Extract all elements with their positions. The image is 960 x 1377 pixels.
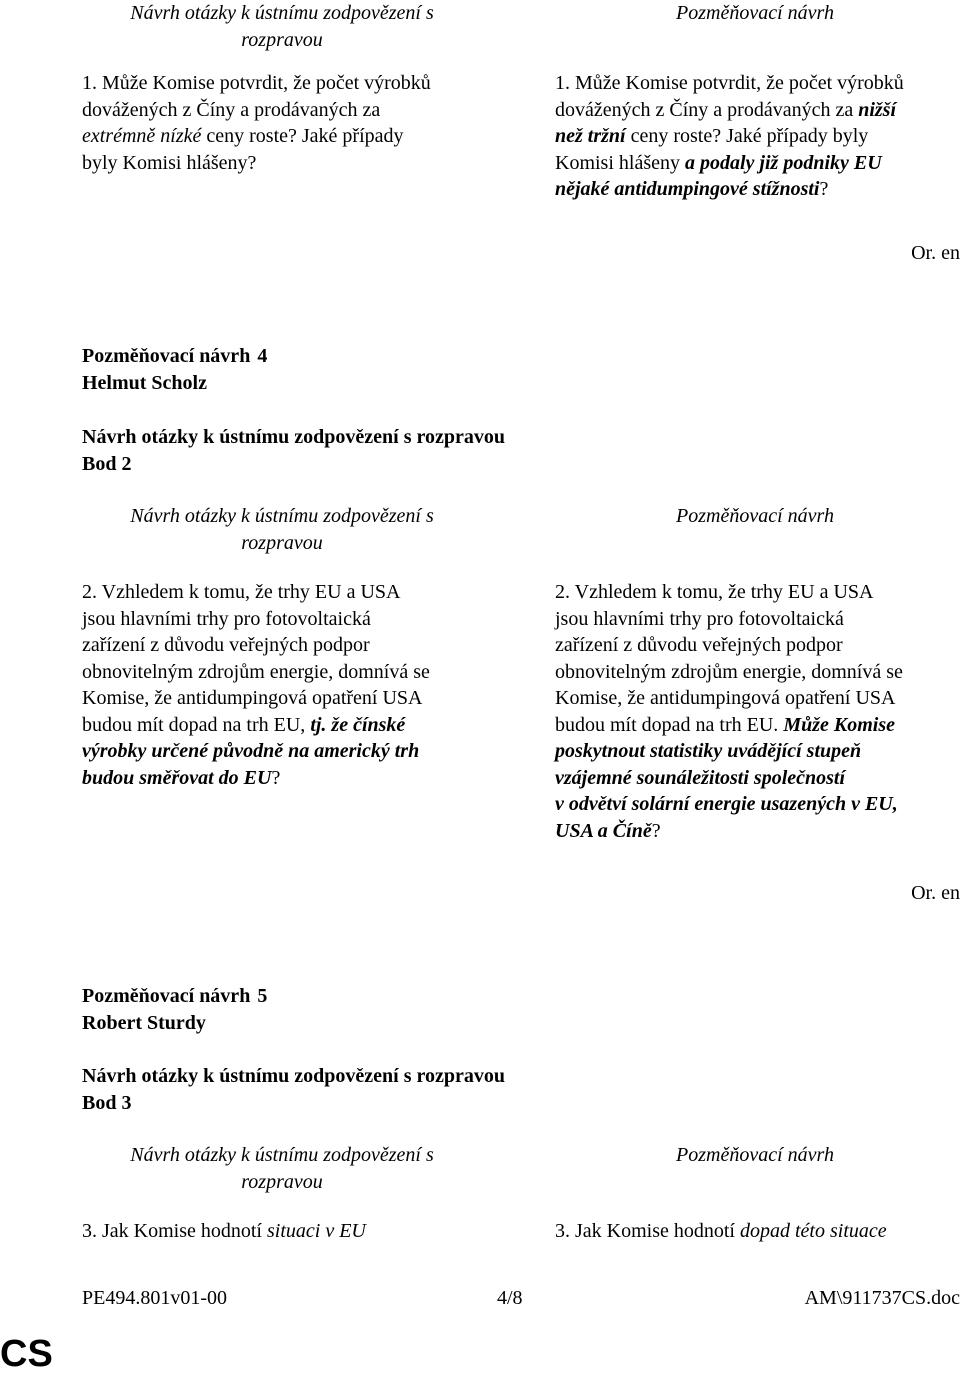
text-run: budou mít dopad na trh EU, [82, 713, 311, 736]
text-run: zařízení z důvodu veřejných podpor [82, 634, 370, 656]
amendment4-label-row [82, 343, 267, 370]
text-run: nižší [858, 98, 897, 121]
block1-left-header [82, 0, 482, 54]
text-run: výrobky určené původně na americký trh [82, 740, 420, 762]
text-line [555, 818, 955, 845]
footer-file-name: AM\911737CS.doc [804, 1287, 960, 1309]
text-line [82, 70, 482, 97]
text-run: tj. že čínské [310, 713, 406, 736]
amendment5-left-header-line1: Návrh otázky k ústnímu zodpovězení s [130, 1144, 434, 1166]
text-run: ? [271, 766, 281, 789]
text-line [555, 712, 955, 739]
block1-right-header: Pozměňovací návrh [676, 2, 834, 24]
text-line [555, 1218, 955, 1245]
text-run: ceny roste? Jaké případy byly [625, 125, 869, 147]
text-run: byly Komisi hlášeny? [82, 151, 257, 174]
text-run: jsou hlavními trhy pro fotovoltaická [82, 607, 371, 630]
amendment4-right-header: Pozměňovací návrh [676, 505, 834, 527]
amendment4-item: Bod 2 [82, 453, 132, 475]
amendment5-left-header-line2: rozpravou [241, 1171, 323, 1193]
text-line [82, 659, 482, 686]
text-run: Komisi hlášeny [555, 151, 685, 174]
text-run: ? [819, 178, 829, 200]
text-run: 3. Jak Komise hodnotí [82, 1220, 267, 1242]
text-run: v odvětví solární energie usazených v EU, [555, 793, 898, 815]
text-line [82, 1218, 482, 1245]
amendment4-heading [82, 343, 267, 397]
text-line [555, 606, 955, 633]
text-run: jsou hlavními trhy pro fotovoltaická [555, 607, 844, 630]
amendment5-left-text [82, 1218, 482, 1245]
amendment5-right-header: Pozměňovací návrh [676, 1144, 834, 1166]
text-run: USA a Číně [555, 819, 652, 842]
text-line [555, 632, 955, 659]
amendment4-original-language: Or. en [911, 882, 960, 904]
text-run: extrémně nízké [82, 125, 202, 147]
amendment5-item: Bod 3 [82, 1092, 132, 1114]
text-line [555, 150, 955, 177]
text-run: než tržní [555, 125, 626, 147]
text-line [82, 579, 482, 606]
amendment4-left-header-line1: Návrh otázky k ústnímu zodpovězení s [130, 505, 434, 527]
text-run: dovážených z Číny a prodávaných za [555, 98, 859, 121]
text-line [555, 685, 955, 712]
block1-original-language: Or. en [911, 242, 960, 264]
text-run: obnovitelným zdrojům energie, domnívá se [82, 660, 430, 683]
block1-left-text [82, 70, 482, 176]
amendment4-author: Helmut Scholz [82, 372, 207, 394]
amendment5-heading [82, 983, 267, 1037]
text-run: poskytnout statistiky uvádějící stupeň [555, 740, 862, 762]
text-line [555, 70, 955, 97]
text-run: a podaly již podniky EU [685, 151, 882, 174]
amendment5-label: Pozměňovací návrh [82, 985, 251, 1007]
amendment5-right-text [555, 1218, 955, 1245]
text-line [555, 791, 955, 818]
text-run: 1. Může Komise potvrdit, že počet výrobků [555, 72, 904, 94]
amendment5-number: 5 [257, 985, 268, 1007]
text-line [82, 97, 482, 124]
amendment4-number: 4 [257, 345, 268, 367]
text-run: 2. Vzhledem k tomu, že trhy EU a USA [555, 581, 874, 603]
text-run: obnovitelným zdrojům energie, domnívá se [555, 660, 903, 683]
text-run: ? [651, 819, 661, 842]
text-run: 1. Může Komise potvrdit, že počet výrobků [82, 72, 431, 94]
text-run: ceny roste? Jaké případy [201, 125, 404, 147]
text-run: vzájemné sounáležitosti společností [555, 766, 846, 789]
text-line [555, 659, 955, 686]
text-line [82, 123, 482, 150]
amendment4-left-text [82, 579, 482, 791]
text-line [555, 738, 955, 765]
footer-doc-ref: PE494.801v01-00 [82, 1287, 227, 1309]
text-run: 3. Jak Komise hodnotí [555, 1220, 740, 1242]
text-line [82, 765, 482, 792]
block1-left-header-line2: rozpravou [241, 29, 323, 51]
text-line [82, 738, 482, 765]
text-line [555, 97, 955, 124]
amendment5-left-header [82, 1142, 482, 1196]
amendment4-right-text [555, 579, 955, 844]
amendment5-label-row [82, 983, 267, 1010]
text-line [555, 123, 955, 150]
text-run: zařízení z důvodu veřejných podpor [555, 634, 843, 656]
text-run: budou směřovat do EU [82, 766, 272, 789]
amendment4-title: Návrh otázky k ústnímu zodpovězení s rozpravou [82, 426, 505, 448]
footer-language-code: CS [0, 1333, 53, 1375]
text-line [82, 150, 482, 177]
text-run: Komise, že antidumpingová opatření USA [555, 687, 896, 709]
amendment5-author: Robert Sturdy [82, 1012, 206, 1034]
amendment5-title: Návrh otázky k ústnímu zodpovězení s rozpravou [82, 1065, 505, 1087]
block1-right-text [555, 70, 955, 203]
amendment4-label: Pozměňovací návrh [82, 345, 251, 367]
text-run: Může Komise [783, 713, 895, 736]
text-run: budou mít dopad na trh EU. [555, 713, 784, 736]
text-run: dovážených z Číny a prodávaných za [82, 98, 381, 121]
text-line [555, 765, 955, 792]
text-line [82, 632, 482, 659]
text-line [555, 176, 955, 203]
text-run: 2. Vzhledem k tomu, že trhy EU a USA [82, 581, 401, 603]
text-run: nějaké antidumpingové stížnosti [555, 178, 820, 200]
text-line [82, 606, 482, 633]
amendment5-subheading [82, 1063, 505, 1117]
amendment4-left-header-line2: rozpravou [241, 532, 323, 554]
block1-left-header-line1: Návrh otázky k ústnímu zodpovězení s [130, 2, 434, 24]
text-line [555, 579, 955, 606]
text-run: Komise, že antidumpingová opatření USA [82, 687, 423, 709]
text-line [82, 712, 482, 739]
footer-page-number: 4/8 [497, 1287, 523, 1309]
text-line [82, 685, 482, 712]
text-run: situaci v EU [267, 1220, 366, 1242]
amendment4-subheading [82, 424, 505, 478]
text-run: dopad této situace [740, 1220, 887, 1242]
amendment4-left-header [82, 503, 482, 557]
